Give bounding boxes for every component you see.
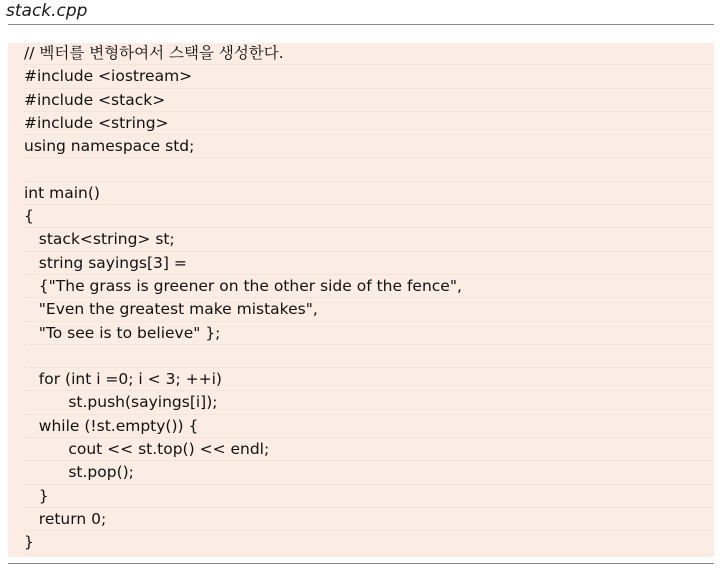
code-line: {"The grass is greener on the other side of the fence", — [24, 275, 714, 298]
code-line: #include <string> — [24, 112, 714, 135]
code-line: st.push(sayings[i]); — [24, 391, 714, 414]
code-line: st.pop(); — [24, 461, 714, 484]
code-lines — [24, 42, 714, 555]
code-line: int main() — [24, 182, 714, 205]
code-line: using namespace std; — [24, 135, 714, 158]
code-line — [24, 158, 714, 181]
file-title: stack.cpp — [6, 1, 88, 21]
code-line: cout << st.top() << endl; — [24, 438, 714, 461]
code-line: string sayings[3] = — [24, 252, 714, 275]
top-divider — [8, 24, 714, 25]
code-line: for (int i =0; i < 3; ++i) — [24, 368, 714, 391]
code-line: "Even the greatest make mistakes", — [24, 298, 714, 321]
code-line: // 벡터를 변형하여서 스택을 생성한다. — [24, 42, 714, 65]
code-line: stack<string> st; — [24, 228, 714, 251]
code-line: #include <stack> — [24, 89, 714, 112]
code-line — [24, 345, 714, 368]
code-line: #include <iostream> — [24, 65, 714, 88]
code-line: return 0; — [24, 508, 714, 531]
code-line: { — [24, 205, 714, 228]
code-line: "To see is to believe" }; — [24, 322, 714, 345]
bottom-divider — [8, 563, 714, 564]
code-line: } — [24, 531, 714, 554]
code-line: while (!st.empty()) { — [24, 415, 714, 438]
code-line: } — [24, 485, 714, 508]
